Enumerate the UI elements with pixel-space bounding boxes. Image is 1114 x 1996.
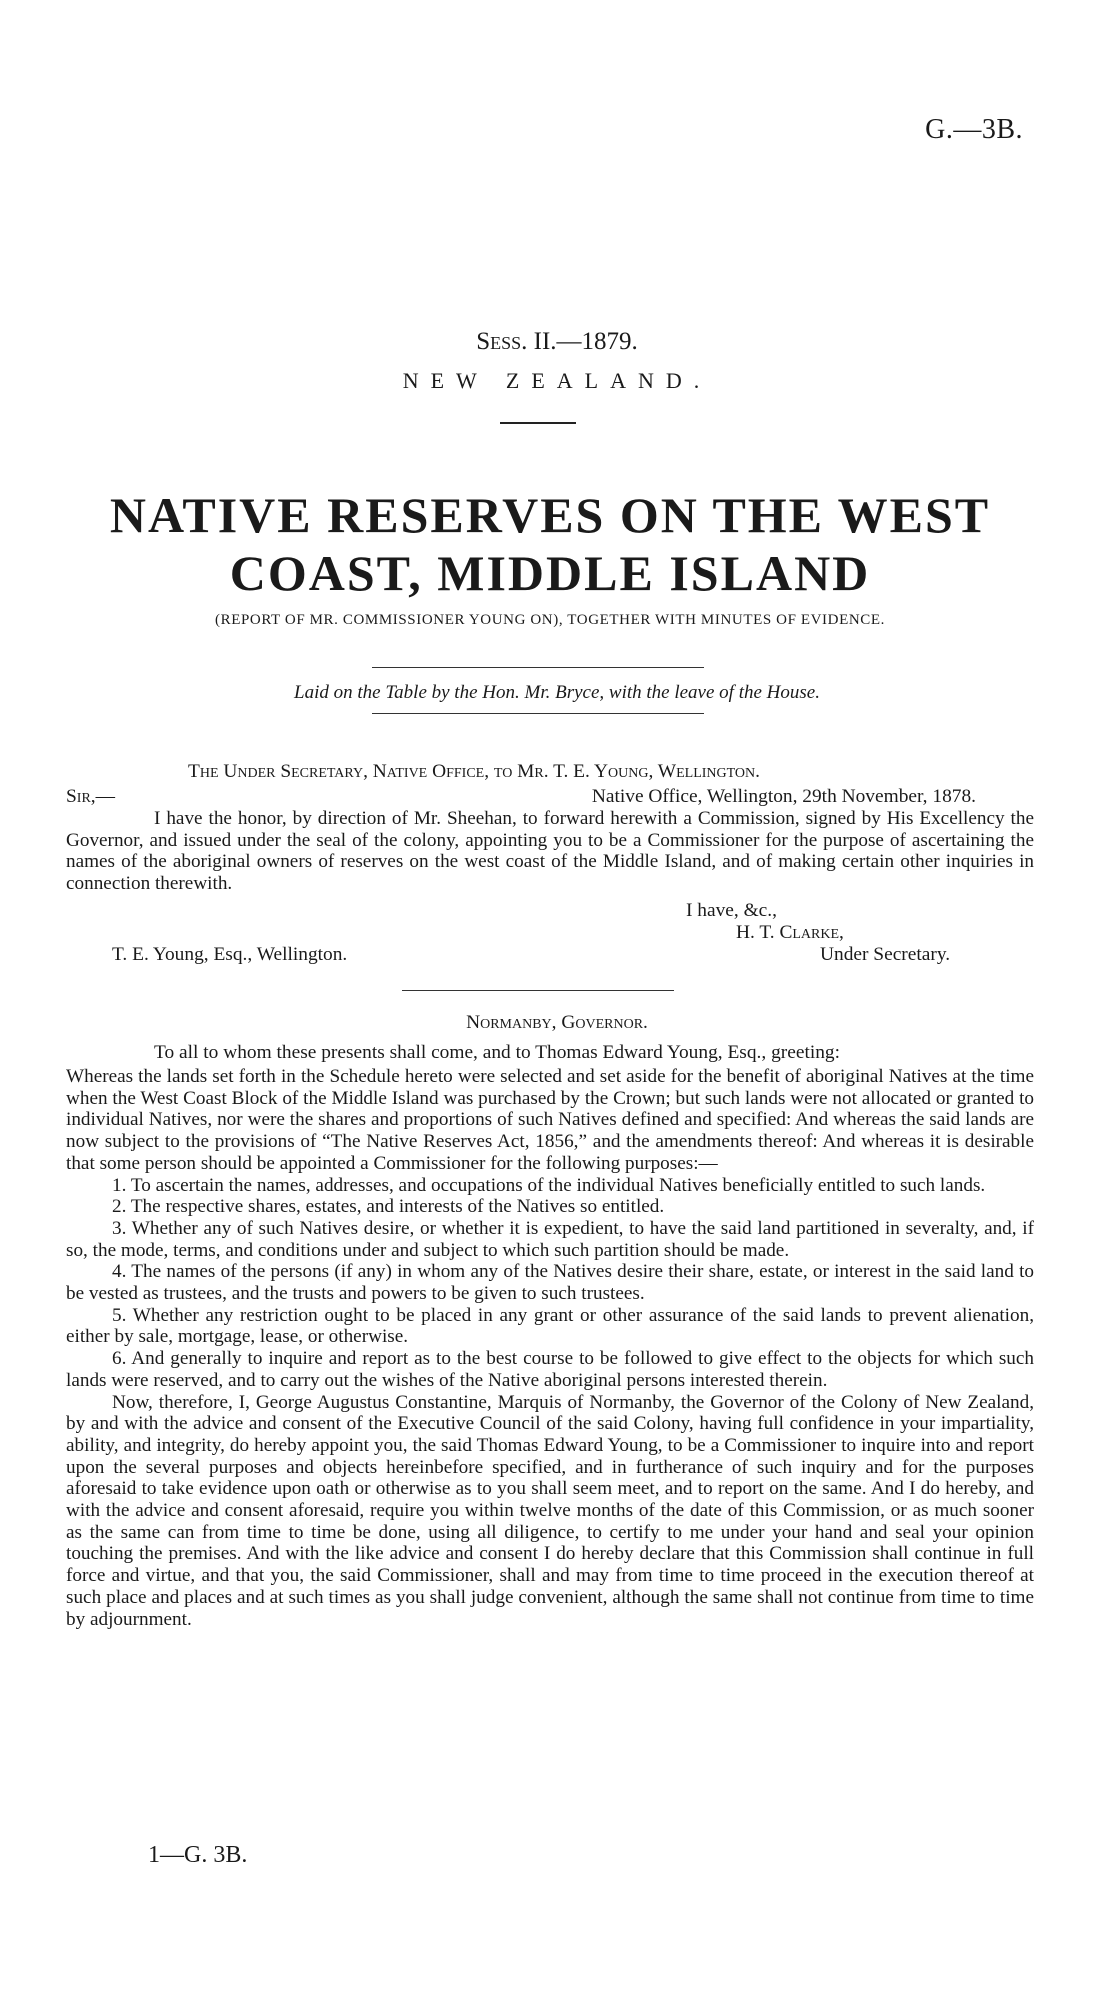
letter-signatory-title: Under Secretary. xyxy=(820,944,951,965)
document-title xyxy=(40,486,1060,602)
divider xyxy=(372,713,704,714)
session-line: Sess. II.—1879. xyxy=(476,328,638,355)
letter-body-text: I have the honor, by direction of Mr. Sheehan, to forward herewith a Commission, signed by His Excellency the Governor, and issued under the seal of the colony, appointing you to be a Commissioner for the purpose of ascertaining the names of the aboriginal owners of reserves on the west coast of the Middle Island, and of making certain other inquiries in connection therewith. xyxy=(66,808,1034,895)
divider xyxy=(372,667,704,668)
commission-body xyxy=(66,1066,1034,1630)
letter-closing: I have, &c., xyxy=(686,900,777,921)
letter-body xyxy=(66,808,1034,895)
commission-greeting: To all to whom these presents shall come, and to Thomas Edward Young, Esq., greeting: xyxy=(154,1042,841,1063)
commission-whereas: Whereas the lands set forth in the Schedule hereto were selected and set aside for the benefit of aboriginal Natives at the time when the West Coast Block of the Middle Island was purchased by the Crown; but such lands were not allocated or granted to individual Natives, nor were the shares and proportions of such Natives defined and specified: And whereas the said lands are now subject to the provisions of “The Native Reserves Act, 1856,” and the amendments thereof: And whereas it is desirable that some person should be appointed a Commissioner for the following purposes:— xyxy=(66,1066,1034,1174)
letter-salutation: Sir,— xyxy=(66,786,116,807)
letter-heading: The Under Secretary, Native Office, to Mr. T. E. Young, Wellington. xyxy=(188,761,760,782)
divider xyxy=(500,422,576,424)
title-line-2: COAST, MIDDLE ISLAND xyxy=(229,545,871,601)
commission-item: 4. The names of the persons (if any) in whom any of the Natives desire their share, estate, or interest in the said land to be vested as trustees, and the trusts and powers to be given to such trustees. xyxy=(66,1261,1034,1305)
commission-item: 6. And generally to inquire and report as to the best course to be followed to give effect to the objects for which such lands were reserved, and to carry out the wishes of the Native aboriginal persons interested therein. xyxy=(66,1348,1034,1391)
commission-item: 2. The respective shares, estates, and interests of the Natives so entitled. xyxy=(112,1196,665,1218)
letter-dateline: Native Office, Wellington, 29th November, 1878. xyxy=(591,786,976,807)
letter-addressee: T. E. Young, Esq., Wellington. xyxy=(112,944,348,965)
document-subtitle: (REPORT OF MR. COMMISSIONER YOUNG ON), TOGETHER WITH MINUTES OF EVIDENCE. xyxy=(215,612,885,628)
document-reference: G.—3B. xyxy=(925,114,1023,145)
country-line: NEW ZEALAND. xyxy=(402,368,712,393)
page-footer-reference: 1—G. 3B. xyxy=(148,1842,248,1868)
commission-appointment: Now, therefore, I, George Augustus Constantine, Marquis of Normanby, the Governor of the Colony of New Zealand, by and with the advice and consent of the Executive Council of the said Colony, having full confidence in your impartiality, ability, and integrity, do hereby appoint you, the said Thomas Edward Young, to be a Commissioner to inquire into and report upon the several purposes and objects hereinbefore specified, and in furtherance of such inquiry and for the purposes aforesaid to take evidence upon oath or otherwise as to you shall seem meet, and to report on the same. And I do hereby, and with the advice and consent aforesaid, require you within twelve months of the date of this Commission, or as much sooner as the same can from time to time be done, using all diligence, to certify to me under your hand and seal your opinion touching the premises. And with the like advice and consent I do hereby declare that this Commission shall continue in full force and virtue, and that you, the said Commissioner, shall and may from time to time proceed in the execution thereof at such place and places and at such times as you shall judge convenient, although the same shall not continue from time to time by adjournment. xyxy=(66,1391,1034,1630)
commission-item: 5. Whether any restriction ought to be placed in any grant or other assurance of the said lands to prevent alienation, either by sale, mortgage, lease, or otherwise. xyxy=(66,1304,1034,1348)
commission-heading: Normanby, Governor. xyxy=(466,1012,648,1033)
laid-on-table-note: Laid on the Table by the Hon. Mr. Bryce, with the leave of the House. xyxy=(294,682,820,703)
commission-item: 1. To ascertain the names, addresses, and occupations of the individual Natives beneficially entitled to such lands. xyxy=(112,1174,986,1196)
commission-item: 3. Whether any of such Natives desire, or whether it is expedient, to have the said land partitioned in severalty, and, if so, the mode, terms, and conditions under and subject to which such partition should be made. xyxy=(66,1217,1034,1261)
letter-signatory: H. T. Clarke, xyxy=(736,922,844,943)
title-line-1: NATIVE RESERVES ON THE WEST xyxy=(109,487,991,543)
divider xyxy=(402,990,674,991)
